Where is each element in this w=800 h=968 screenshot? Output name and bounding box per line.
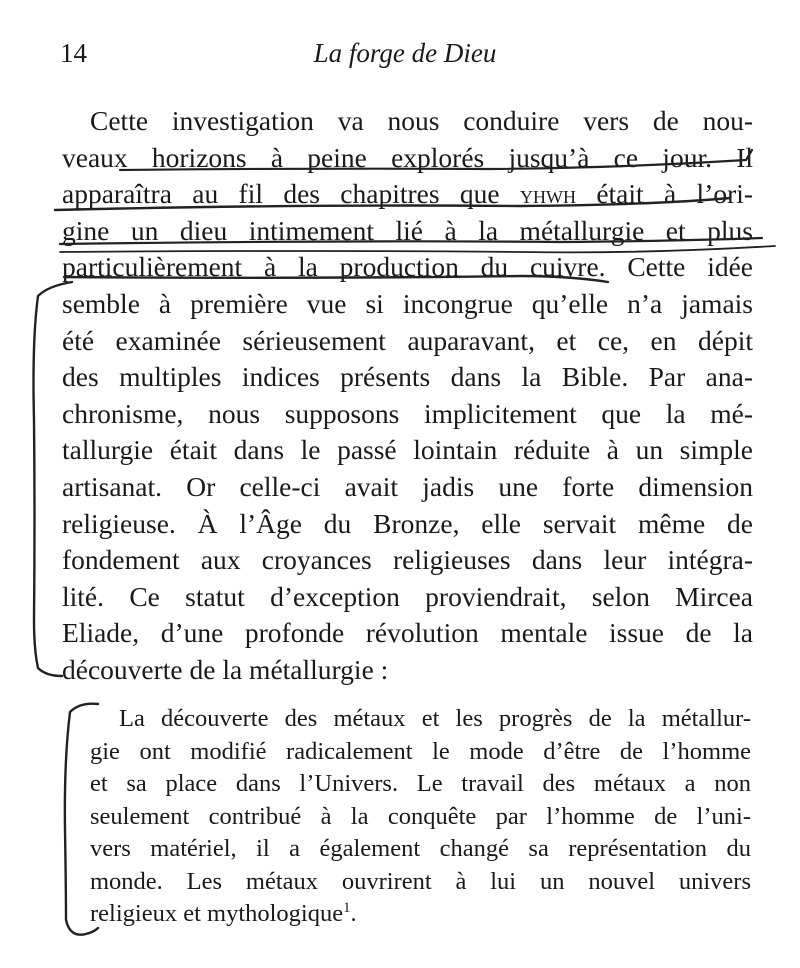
paragraph-line: lité. Ce statut d’exception proviendrait, selon Mircea (62, 580, 753, 612)
quote-line: vers matériel, il a également changé sa représentation du (90, 835, 751, 862)
quote-line (90, 898, 751, 931)
quote-line: gie ont modifié radicalement le mode d’être de l’homme (90, 737, 751, 765)
paragraph-line: des multiples indices présents dans la Bible. Par ana- (62, 361, 753, 393)
line-text: apparaîtra au fil des chapitres que (62, 178, 500, 210)
paragraph-line: gine un dieu intimement lié à la métallurgie et plus (62, 214, 753, 246)
quote-line: La découverte des métaux et les progrès de la métallur- (119, 705, 751, 732)
quote-line: seulement contribué à la conquête par l’homme de l’uni- (90, 802, 751, 830)
main-paragraph (62, 103, 753, 689)
footnote-reference: 1 (343, 899, 351, 916)
paragraph-line: religieuse. À l’Âge du Bronze, elle servait même de (62, 507, 753, 539)
line-text: était à l’ori- (596, 178, 754, 210)
paragraph-line: Eliade, d’une profonde révolution mentale issue de la (62, 617, 753, 649)
paragraph-line: tallurgie était dans le passé lointain réduite à un simple (62, 434, 753, 466)
quote-line: et sa place dans l’Univers. Le travail des métaux a non (90, 770, 751, 797)
paragraph-line: chronisme, nous supposons implicitement que la mé- (62, 397, 753, 429)
paragraph-line: veaux horizons à peine explorés jusqu’à ce jour. Il (62, 141, 753, 173)
paragraph-line: été examinée sérieusement auparavant, et ce, en dépit (62, 324, 753, 356)
quote-line: monde. Les métaux ouvrirent à lui un nouvel univers (90, 867, 751, 895)
divine-name: yhwh (519, 181, 576, 210)
line-text: religieux et mythologique (90, 900, 344, 927)
paragraph-line: fondement aux croyances religieuses dans leur intégra- (62, 544, 753, 576)
paragraph-line: artisanat. Or celle-ci avait jadis une forte dimension (62, 470, 753, 502)
line-text: . (350, 900, 357, 927)
paragraph-line: découverte de la métallurgie : (62, 653, 389, 685)
paragraph-line (62, 176, 753, 213)
paragraph-line: particulièrement à la production du cuivre. Cette idée (62, 251, 753, 283)
block-quote (90, 703, 751, 931)
page-number: 14 (60, 38, 87, 68)
paragraph-line: Cette investigation va nous conduire vers de nou- (90, 105, 753, 136)
running-title: La forge de Dieu (313, 38, 497, 68)
paragraph-line: semble à première vue si incongrue qu’elle n’a jamais (62, 287, 753, 319)
